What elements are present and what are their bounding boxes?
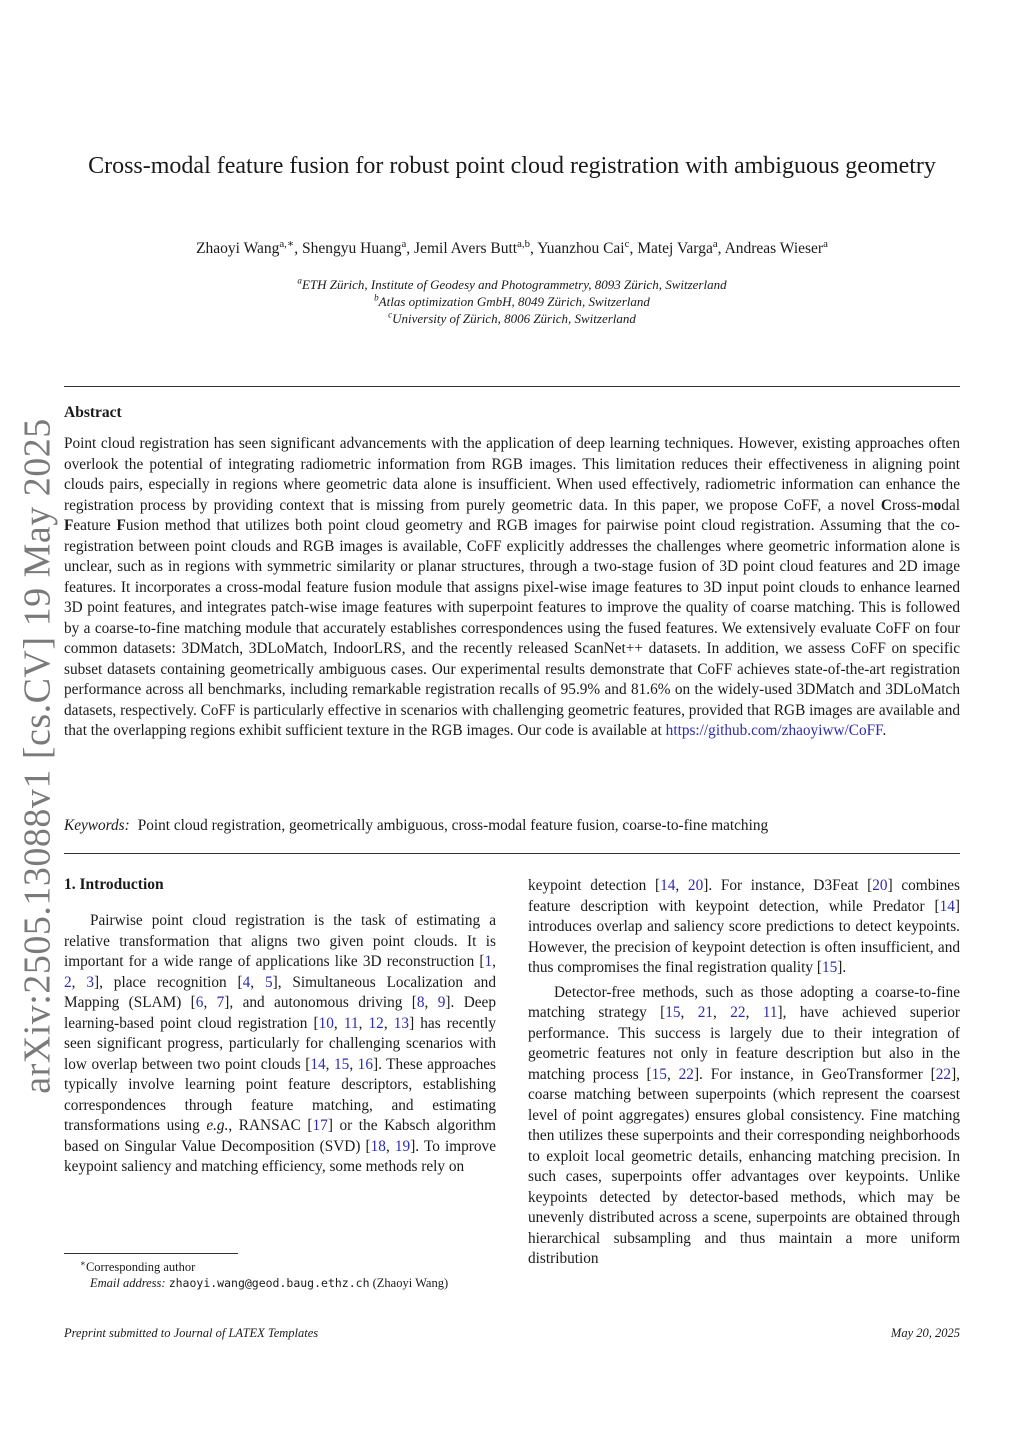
paper-title: Cross-modal feature fusion for robust point cloud registration with ambiguous geometry xyxy=(88,153,936,179)
citation-link[interactable]: 20 xyxy=(687,877,704,894)
code-link[interactable]: https://github.com/zhaoyiww/CoFF xyxy=(665,722,883,739)
intro-paragraph: keypoint detection [14, 20]. For instance, D3Feat [20] combines feature description with keypoint detection, while Predator [14] introduces overlap and saliency score predictions to detect keypoints. However, the precision of keypoint detection is often insufficient, and thus compromises the final registration quality [15]. xyxy=(528,877,960,976)
keywords xyxy=(64,817,960,835)
affiliation: $^c$University of Zürich, 8006 Zürich, Switzerland xyxy=(388,309,636,326)
abstract-heading: Abstract xyxy=(64,404,122,421)
citation-link[interactable]: 15 xyxy=(665,1004,681,1021)
citation-link[interactable]: 19 xyxy=(394,1137,411,1155)
affiliation-list xyxy=(64,276,960,327)
author: Shengyu Huang xyxy=(302,240,402,257)
citation-link[interactable]: 13 xyxy=(393,1014,410,1032)
author-email: zhaoyi.wang@geod.baug.ethz.ch xyxy=(168,1276,370,1290)
citation-link[interactable]: 16 xyxy=(357,1055,373,1073)
author: Yuanzhou Cai xyxy=(537,240,625,257)
arxiv-sidebar-stamp xyxy=(12,418,64,1094)
citation-link[interactable]: 14 xyxy=(310,1055,326,1073)
citation-link[interactable]: 12 xyxy=(368,1014,384,1032)
citation-link[interactable]: 7 xyxy=(216,994,225,1011)
citation-link[interactable]: 18 xyxy=(370,1137,386,1155)
divider-bottom xyxy=(64,853,960,854)
citation-link[interactable]: 14 xyxy=(660,877,676,894)
citation-link[interactable]: 22 xyxy=(935,1065,952,1083)
intro-paragraph: Pairwise point cloud registration is the task of estimating a relative transformation that aligns two given point clouds. It is important for a wide range of applications like 3D reconstruction [1, 2, 3], place recognition [4, 5], Simultaneous Localization and Mapping (SLAM) [6, 7], and autonomous driving [8, 9]. Deep learning-based point cloud registration [10, 11, 12, 13] has recently seen significant progress, particularly for challenging scenarios with low overlap between two point clouds [14, 15, 16]. These approaches typically involve learning point feature descriptors, establishing correspondences through feature matching, and estimating transformations using e.g., RANSAC [17] or the Kabsch algorithm based on Singular Value Decomposition (SVD) [18, 19]. To improve keypoint saliency and matching efficiency, some methods rely on xyxy=(64,912,497,1175)
author: Jemil Avers Butt xyxy=(414,240,518,257)
citation-link[interactable]: 10 xyxy=(318,1014,334,1032)
citation-link[interactable]: 14 xyxy=(939,897,955,915)
author-list: Zhaoyi Wang$^{a,∗}$, Shengyu Huang$^a$, Jemil Avers Butt$^{a,b}$, Yuanzhou Cai$^c$, Matej Varga$^a$, Andreas Wieser$^a$ xyxy=(196,237,828,257)
citation-link[interactable]: 1 xyxy=(484,953,493,970)
citation-link[interactable]: 22 xyxy=(678,1065,694,1083)
arxiv-id: arXiv:2505.13088v1 [cs.CV] 19 May 2025 xyxy=(17,418,60,1094)
citation-link[interactable]: 4 xyxy=(242,973,251,991)
citation-link[interactable]: 5 xyxy=(264,973,273,991)
citation-link[interactable]: 20 xyxy=(872,877,888,894)
citation-link[interactable]: 8 xyxy=(416,994,425,1011)
citation-link[interactable]: 11 xyxy=(762,1004,778,1021)
author: Zhaoyi Wang xyxy=(196,240,280,257)
citation-link[interactable]: 3 xyxy=(86,973,95,991)
abstract-body: Point cloud registration has seen significant advancements with the application of deep learning techniques. However, existing approaches often overlook the potential of integrating radiometric information from RGB images. This limitation reduces their effectiveness in aligning point clouds pairs, especially in regions where geometric data alone is insufficient. When used effectively, radiometric information can enhance the registration process by providing context that is missing from purely geometric data. In this paper, we propose CoFF, a novel Cross-modal Feature Fusion method that utilizes both point cloud geometry and RGB images for pairwise point cloud registration. Assuming that the co-registration between point clouds and RGB images is available, CoFF explicitly addresses the challenges where geometric information alone is unclear, such as in regions with symmetric similarity or planar structures, through a two-stage fusion of 3D point cloud features and 2D image features. It incorporates a cross-modal feature fusion module that assigns pixel-wise image features to 3D input point clouds to enhance learned 3D point features, and integrates patch-wise image features with superpoint features to improve the quality of coarse matching. This is followed by a coarse-to-fine matching module that accurately establishes correspondences using the fused features. We extensively evaluate CoFF on four common datasets: 3DMatch, 3DLoMatch, IndoorLRS, and the recently released ScanNet++ datasets. In addition, we assess CoFF on specific subset datasets containing geometrically ambiguous cases. Our experimental results demonstrate that CoFF achieves state-of-the-art registration performance across all benchmarks, including remarkable registration recalls of 95.9% and 81.6% on the widely-used 3DMatch and 3DLoMatch datasets, respectively. CoFF is particularly effective in scenarios with challenging geometric features, provided that RGB images are available and that the overlapping regions exhibit sufficient texture in the RGB images. Our code is available at https://github.com/zhaoyiww/CoFF. xyxy=(64,435,960,739)
divider-top xyxy=(64,386,960,387)
citation-link[interactable]: 15 xyxy=(334,1055,350,1073)
affiliation: $^b$Atlas optimization GmbH, 8049 Zürich, Switzerland xyxy=(374,292,650,309)
citation-link[interactable]: 15 xyxy=(821,959,838,976)
citation-link[interactable]: 11 xyxy=(343,1014,359,1032)
footer-journal-note: Preprint submitted to Journal of LATEX Templates xyxy=(64,1326,319,1340)
citation-link[interactable]: 6 xyxy=(195,994,204,1011)
author: Andreas Wieser xyxy=(724,240,824,257)
citation-link[interactable]: 21 xyxy=(697,1004,714,1021)
keywords-label: Keywords: xyxy=(64,817,130,834)
section-heading-introduction: 1. Introduction xyxy=(64,876,164,893)
citation-link[interactable]: 15 xyxy=(651,1065,667,1083)
affiliation: $^a$ETH Zürich, Institute of Geodesy and Photogrammetry, 8093 Zürich, Switzerland xyxy=(297,275,727,292)
citation-link[interactable]: 9 xyxy=(437,994,446,1011)
footer-date: May 20, 2025 xyxy=(890,1326,960,1340)
citation-link[interactable]: 22 xyxy=(730,1004,746,1021)
citation-link[interactable]: 2 xyxy=(64,973,72,991)
intro-left-column xyxy=(64,911,496,1178)
intro-paragraph: Detector-free methods, such as those adopting a coarse-to-fine matching strategy [15, 21, 22, 11], have achieved superior performance. This success is largely due to their integration of geometric features not only in feature description but also in the matching process [15, 22]. For instance, in GeoTransformer [22], coarse matching between superpoints (which represent the coarsest level of point aggregates) ensures global consistency. Fine matching then utilizes these superpoints and their corresponding neighborhoods to exploit local geometric details, enhancing matching precision. In such cases, superpoints offer advantages over keypoints. Unlike keypoints detected by detector-based methods, which may be unevenly distributed across a scene, superpoints are obtained through hierarchical subsampling and thus maintain a more uniform distribution xyxy=(528,983,960,1267)
keywords-text: Point cloud registration, geometrically ambiguous, cross-modal feature fusion, coarse-to-fine matching xyxy=(137,817,769,834)
author: Matej Varga xyxy=(637,240,713,257)
citation-link[interactable]: 17 xyxy=(312,1117,328,1134)
footnote-rule xyxy=(64,1253,238,1254)
footnote: ∗Corresponding author Email address: zhaoyi.wang@geod.baug.ethz.ch (Zhaoyi Wang) xyxy=(80,1257,449,1290)
intro-right-column xyxy=(528,876,960,1270)
